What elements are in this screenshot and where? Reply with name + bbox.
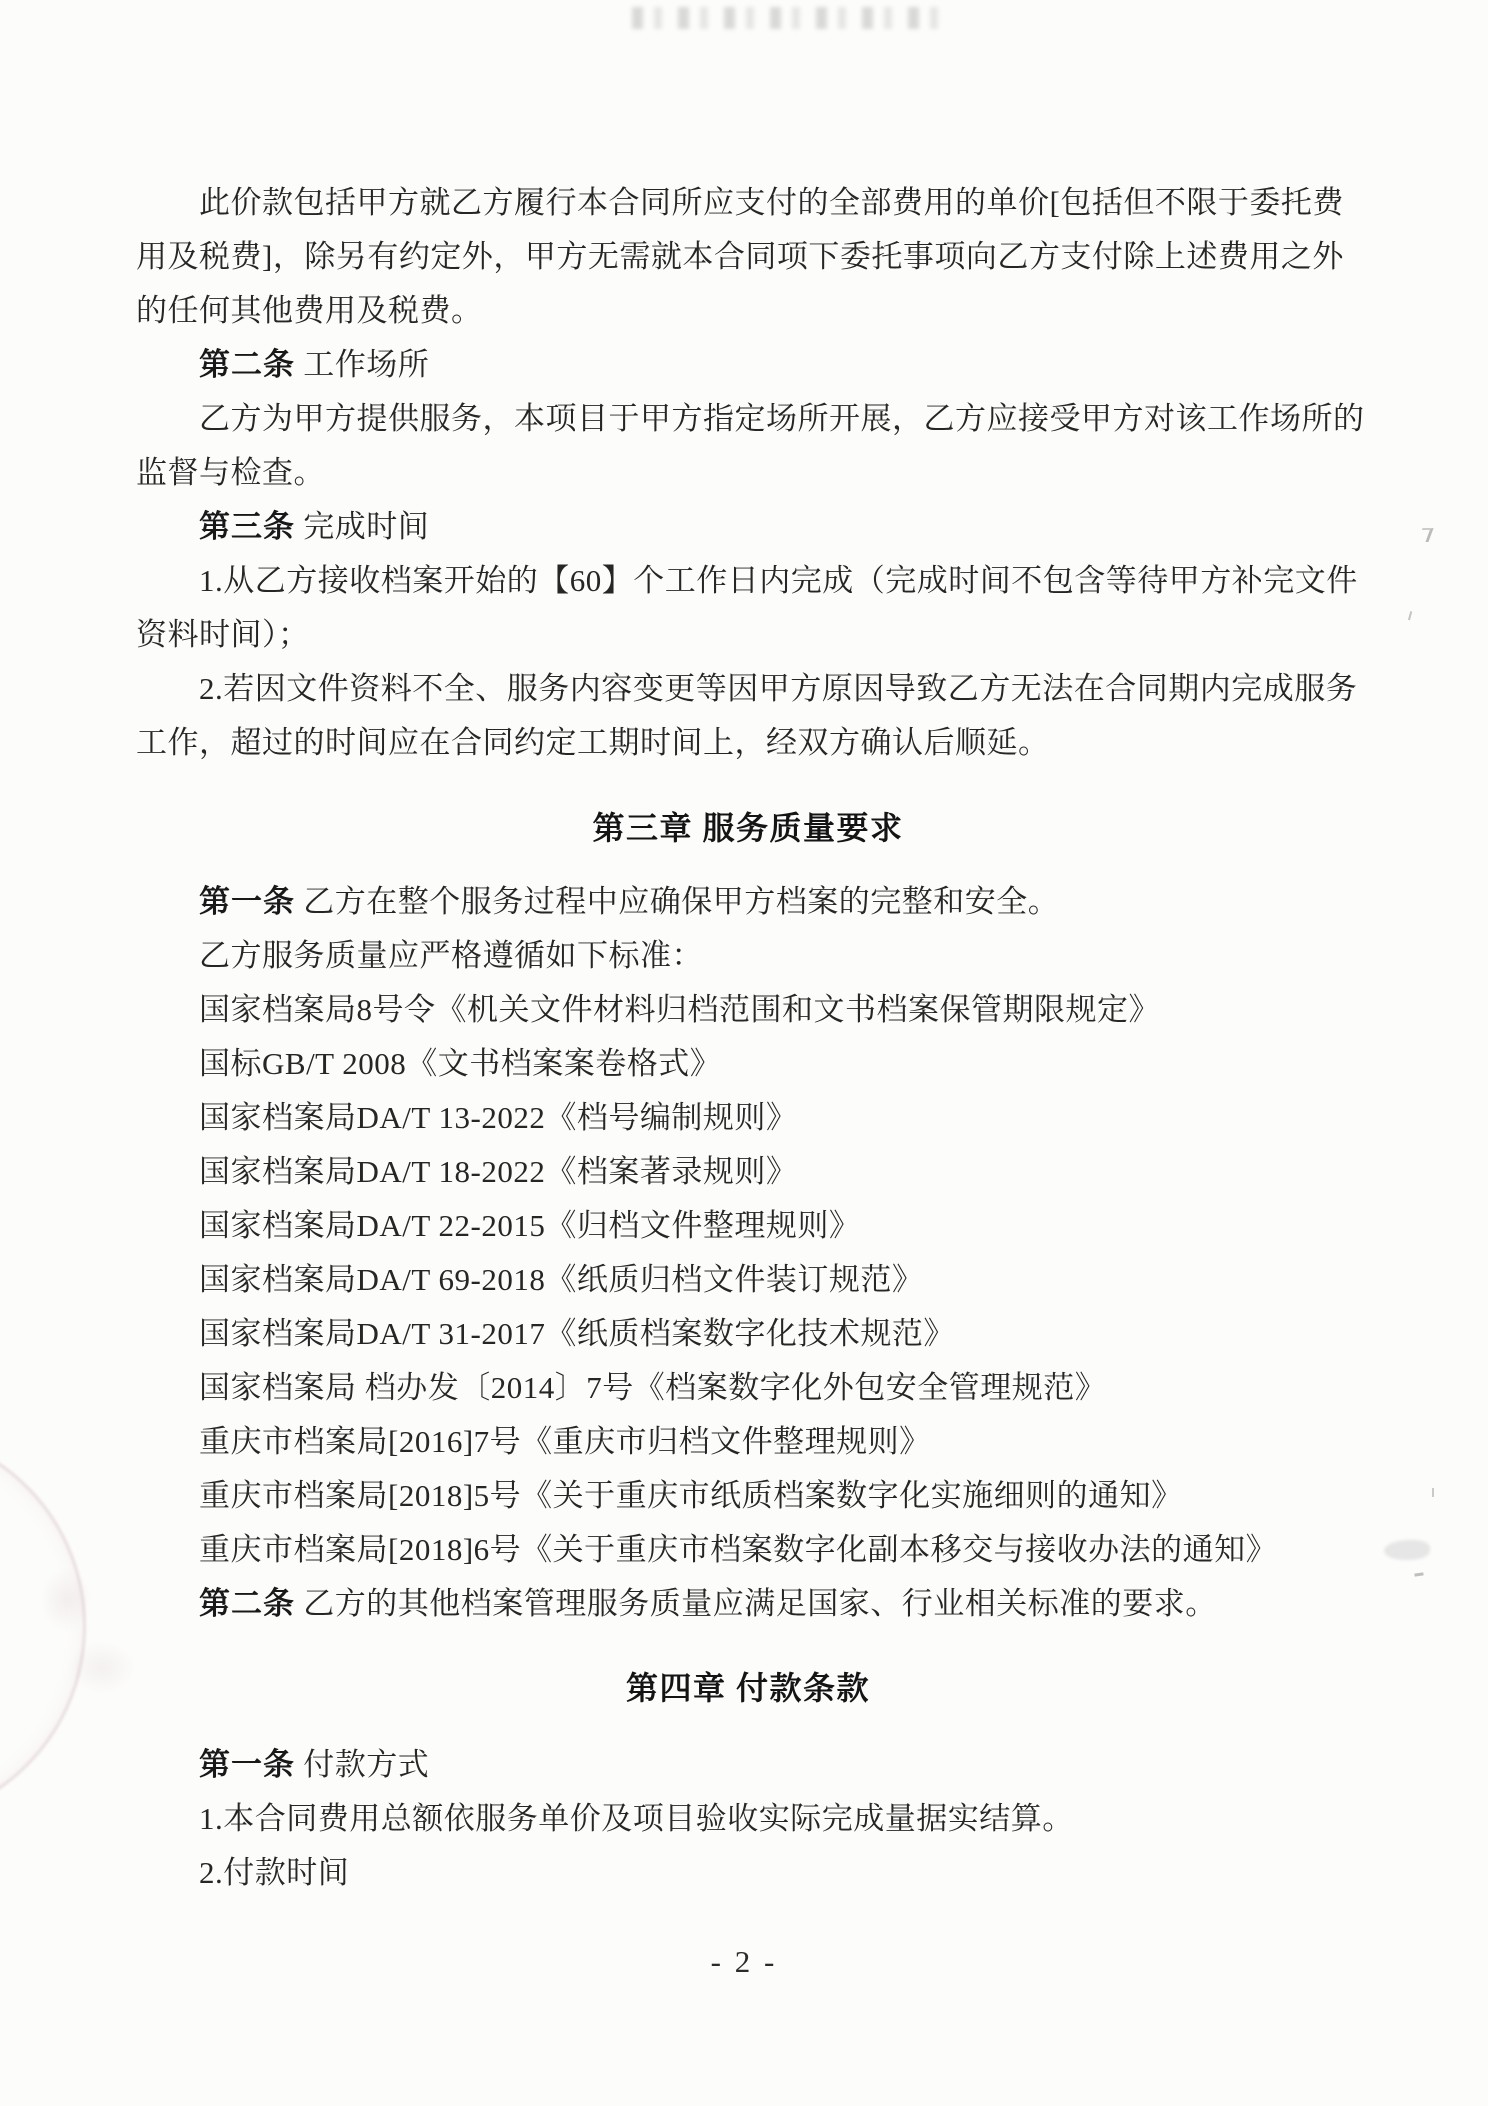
text-line: [136, 1792, 1360, 1846]
text-line: [136, 554, 1360, 608]
text-line: [136, 608, 1360, 662]
text-line: [136, 929, 1360, 983]
text-line: [136, 446, 1360, 500]
line-text: 2.付款时间: [199, 1855, 350, 1890]
line-text: 国家档案局DA/T 22-2015《归档文件整理规则》: [199, 1208, 861, 1243]
standard-list-line: [136, 1523, 1360, 1577]
line-text: 国标GB/T 2008《文书档案案卷格式》: [199, 1046, 722, 1081]
line-text: 国家档案局DA/T 18-2022《档案著录规则》: [199, 1154, 798, 1189]
line-text: 乙方服务质量应严格遵循如下标准：: [199, 938, 703, 973]
standard-list-line: [136, 983, 1360, 1037]
clause-heading-line: [136, 1738, 1360, 1792]
clause-heading-line: [136, 1577, 1360, 1631]
text-line: [136, 716, 1360, 770]
line-text: 国家档案局DA/T 69-2018《纸质归档文件装订规范》: [199, 1262, 924, 1297]
standard-list-line: [136, 1091, 1360, 1145]
page-number: - 2 -: [710, 1944, 778, 1979]
clause-heading-line: [136, 338, 1360, 392]
standard-list-line: [136, 1253, 1360, 1307]
standard-list-line: [136, 1145, 1360, 1199]
line-text: 工作，超过的时间应在合同约定工期时间上，经双方确认后顺延。: [136, 725, 1050, 760]
text-line: [136, 176, 1360, 230]
standard-list-line: [136, 1037, 1360, 1091]
chapter-heading: 第四章 付款条款: [625, 1670, 870, 1706]
text-line: [136, 230, 1360, 284]
clause-number: 第三条: [199, 509, 295, 544]
line-text: 乙方在整个服务过程中应确保甲方档案的完整和安全。: [295, 884, 1060, 919]
standard-list-line: [136, 1307, 1360, 1361]
line-text: 工作场所: [295, 347, 430, 382]
line-text: 2.若因文件资料不全、服务内容变更等因甲方原因导致乙方无法在合同期内完成服务: [199, 671, 1358, 706]
text-line: [136, 662, 1360, 716]
line-text: 国家档案局 档办发〔2014〕7号《档案数字化外包安全管理规范》: [199, 1370, 1107, 1405]
text-line: [136, 284, 1360, 338]
line-text: 1.从乙方接收档案开始的【60】个工作日内完成（完成时间不包含等待甲方补完文件: [199, 563, 1358, 598]
text-line: [136, 1846, 1360, 1900]
line-text: 用及税费]，除另有约定外，甲方无需就本合同项下委托事项向乙方支付除上述费用之外: [136, 239, 1344, 274]
line-text: 国家档案局8号令《机关文件材料归档范围和文书档案保管期限规定》: [199, 992, 1160, 1027]
line-text: 付款方式: [295, 1747, 430, 1782]
clause-heading-line: [136, 875, 1360, 929]
line-text: 监督与检查。: [136, 455, 325, 490]
text-line: [136, 392, 1365, 446]
line-text: 国家档案局DA/T 31-2017《纸质档案数字化技术规范》: [199, 1316, 955, 1351]
clause-number: 第一条: [199, 884, 295, 919]
line-text: 重庆市档案局[2018]6号《关于重庆市档案数字化副本移交与接收办法的通知》: [199, 1532, 1278, 1567]
standard-list-line: [136, 1415, 1360, 1469]
line-text: 乙方的其他档案管理服务质量应满足国家、行业相关标准的要求。: [295, 1586, 1217, 1621]
clause-heading-line: [136, 500, 1360, 554]
standard-list-line: [136, 1469, 1360, 1523]
standard-list-line: [136, 1199, 1360, 1253]
clause-number: 第二条: [199, 347, 295, 382]
line-text: 资料时间）；: [136, 617, 310, 652]
line-text: 此价款包括甲方就乙方履行本合同所应支付的全部费用的单价[包括但不限于委托费: [199, 185, 1344, 220]
line-text: 1.本合同费用总额依服务单价及项目验收实际完成量据实结算。: [199, 1801, 1074, 1836]
line-text: 完成时间: [295, 509, 430, 544]
line-text: 的任何其他费用及税费。: [136, 293, 483, 328]
clause-number: 第一条: [199, 1747, 295, 1782]
line-text: 重庆市档案局[2018]5号《关于重庆市纸质档案数字化实施细则的通知》: [199, 1478, 1183, 1513]
line-text: 国家档案局DA/T 13-2022《档号编制规则》: [199, 1100, 798, 1135]
line-text: 乙方为甲方提供服务，本项目于甲方指定场所开展，乙方应接受甲方对该工作场所的: [199, 401, 1365, 436]
standard-list-line: [136, 1361, 1360, 1415]
chapter-heading: 第三章 服务质量要求: [592, 810, 904, 846]
clause-number: 第二条: [199, 1586, 295, 1621]
line-text: 重庆市档案局[2016]7号《重庆市归档文件整理规则》: [199, 1424, 931, 1459]
